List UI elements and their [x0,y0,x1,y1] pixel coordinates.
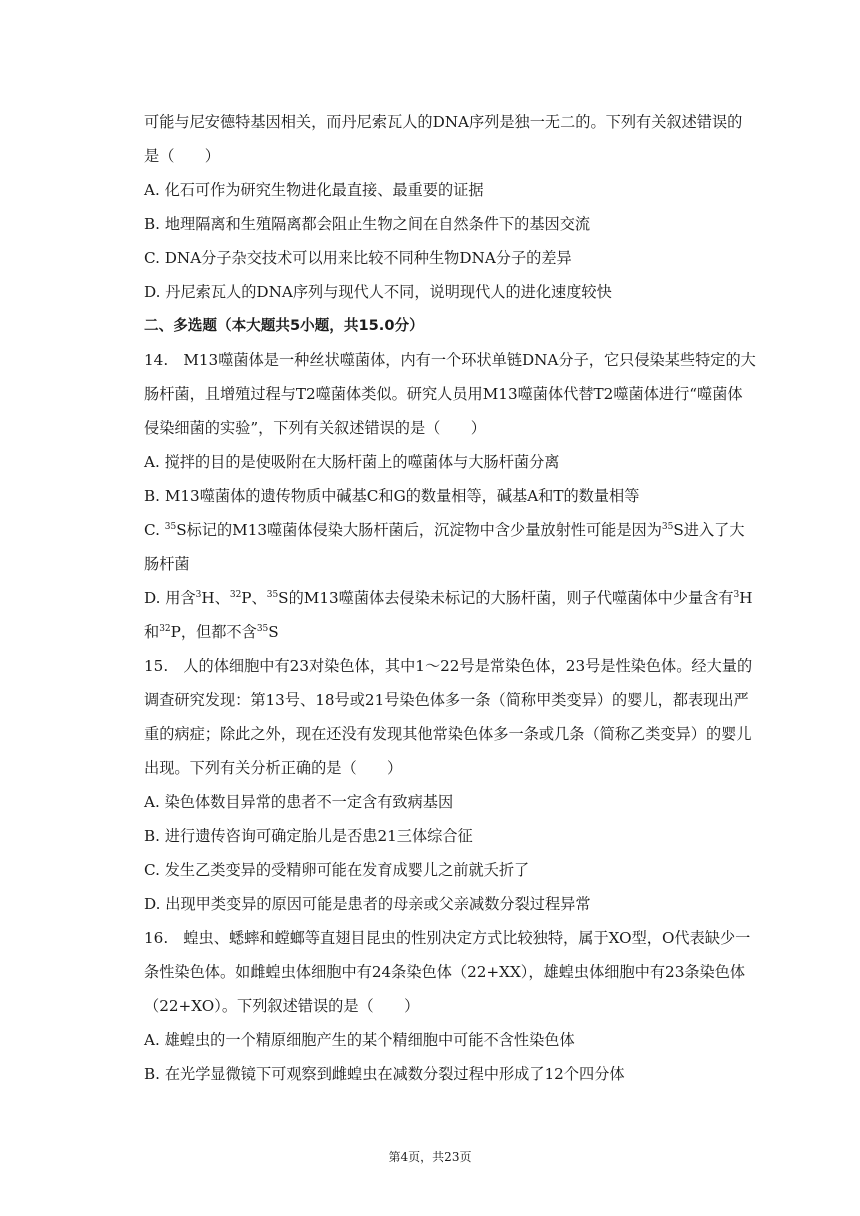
question-line: 14. M13噬菌体是一种丝状噬菌体，内有一个环状单链DNA分子，它只侵染某些特定的大 [144,351,756,369]
option-line: C. DNA分子杂交技术可以用来比较不同种生物DNA分子的差异 [144,249,572,267]
option-line: D. 用含$^3$H、$^{32}$P、$^{35}$S的M13噬菌体去侵染未标记的大肠杆菌，则子代噬菌体中少量含有$^3$H [144,589,753,607]
option-line: D. 出现甲类变异的原因可能是患者的母亲或父亲减数分裂过程异常 [144,895,591,913]
option-line: B. 地理隔离和生殖隔离都会阻止生物之间在自然条件下的基因交流 [144,215,591,233]
option-line: B. 进行遗传咨询可确定胎儿是否患21三体综合征 [144,827,473,845]
option-line: A. 化石可作为研究生物进化最直接、最重要的证据 [144,181,484,199]
text-line: 可能与尼安德特基因相关，而丹尼索瓦人的DNA序列是独一无二的。下列有关叙述错误的 [144,113,743,131]
question-line: 16. 蝗虫、蟋蟀和螳螂等直翅目昆虫的性别决定方式比较独特，属于XO型，O代表缺少一 [144,929,751,947]
option-line: 肠杆菌 [144,555,190,573]
question-line: 15. 人的体细胞中有23对染色体，其中1～22号是常染色体，23号是性染色体。经大量的 [144,657,753,675]
question-line: 侵染细菌的实验”，下列有关叙述错误的是（ ） [144,419,486,437]
option-line: A. 搅拌的目的是使吸附在大肠杆菌上的噬菌体与大肠杆菌分离 [144,453,560,471]
question-line: 条性染色体。如雌蝗虫体细胞中有24条染色体（22+XX），雄蝗虫体细胞中有23条染色体 [144,963,746,981]
question-line: 肠杆菌，且增殖过程与T2噬菌体类似。研究人员用M13噬菌体代替T2噬菌体进行“噬菌体 [144,385,743,403]
question-line: 出现。下列有关分析正确的是（ ） [144,759,403,777]
option-line: C. 发生乙类变异的受精卵可能在发育成婴儿之前就夭折了 [144,861,530,879]
question-line: 重的病症；除此之外，现在还没有发现其他常染色体多一条或几条（简称乙类变异）的婴儿 [144,725,752,743]
option-line: B. M13噬菌体的遗传物质中碱基C和G的数量相等，碱基A和T的数量相等 [144,487,640,505]
section-heading: 二、多选题（本大题共5小题，共15.0分） [144,317,424,334]
option-line: 和$^{32}$P，但都不含$^{35}$S [144,623,279,641]
question-line: （22+XO）。下列叙述错误的是（ ） [144,997,420,1015]
option-line: D. 丹尼索瓦人的DNA序列与现代人不同，说明现代人的进化速度较快 [144,283,612,301]
option-line: B. 在光学显微镜下可观察到雌蝗虫在减数分裂过程中形成了12个四分体 [144,1065,625,1083]
option-line: C. $^{35}$S标记的M13噬菌体侵染大肠杆菌后，沉淀物中含少量放射性可能是因为$^{35}$S进入了大 [144,521,745,539]
page-number: 第4页，共23页 [388,1150,472,1164]
question-line: 调查研究发现：第13号、18号或21号染色体多一条（简称甲类变异）的婴儿，都表现出严 [144,691,749,709]
text-line: 是（ ） [144,147,220,165]
option-line: A. 雄蝗虫的一个精原细胞产生的某个精细胞中可能不含性染色体 [144,1031,575,1049]
option-line: A. 染色体数目异常的患者不一定含有致病基因 [144,793,454,811]
